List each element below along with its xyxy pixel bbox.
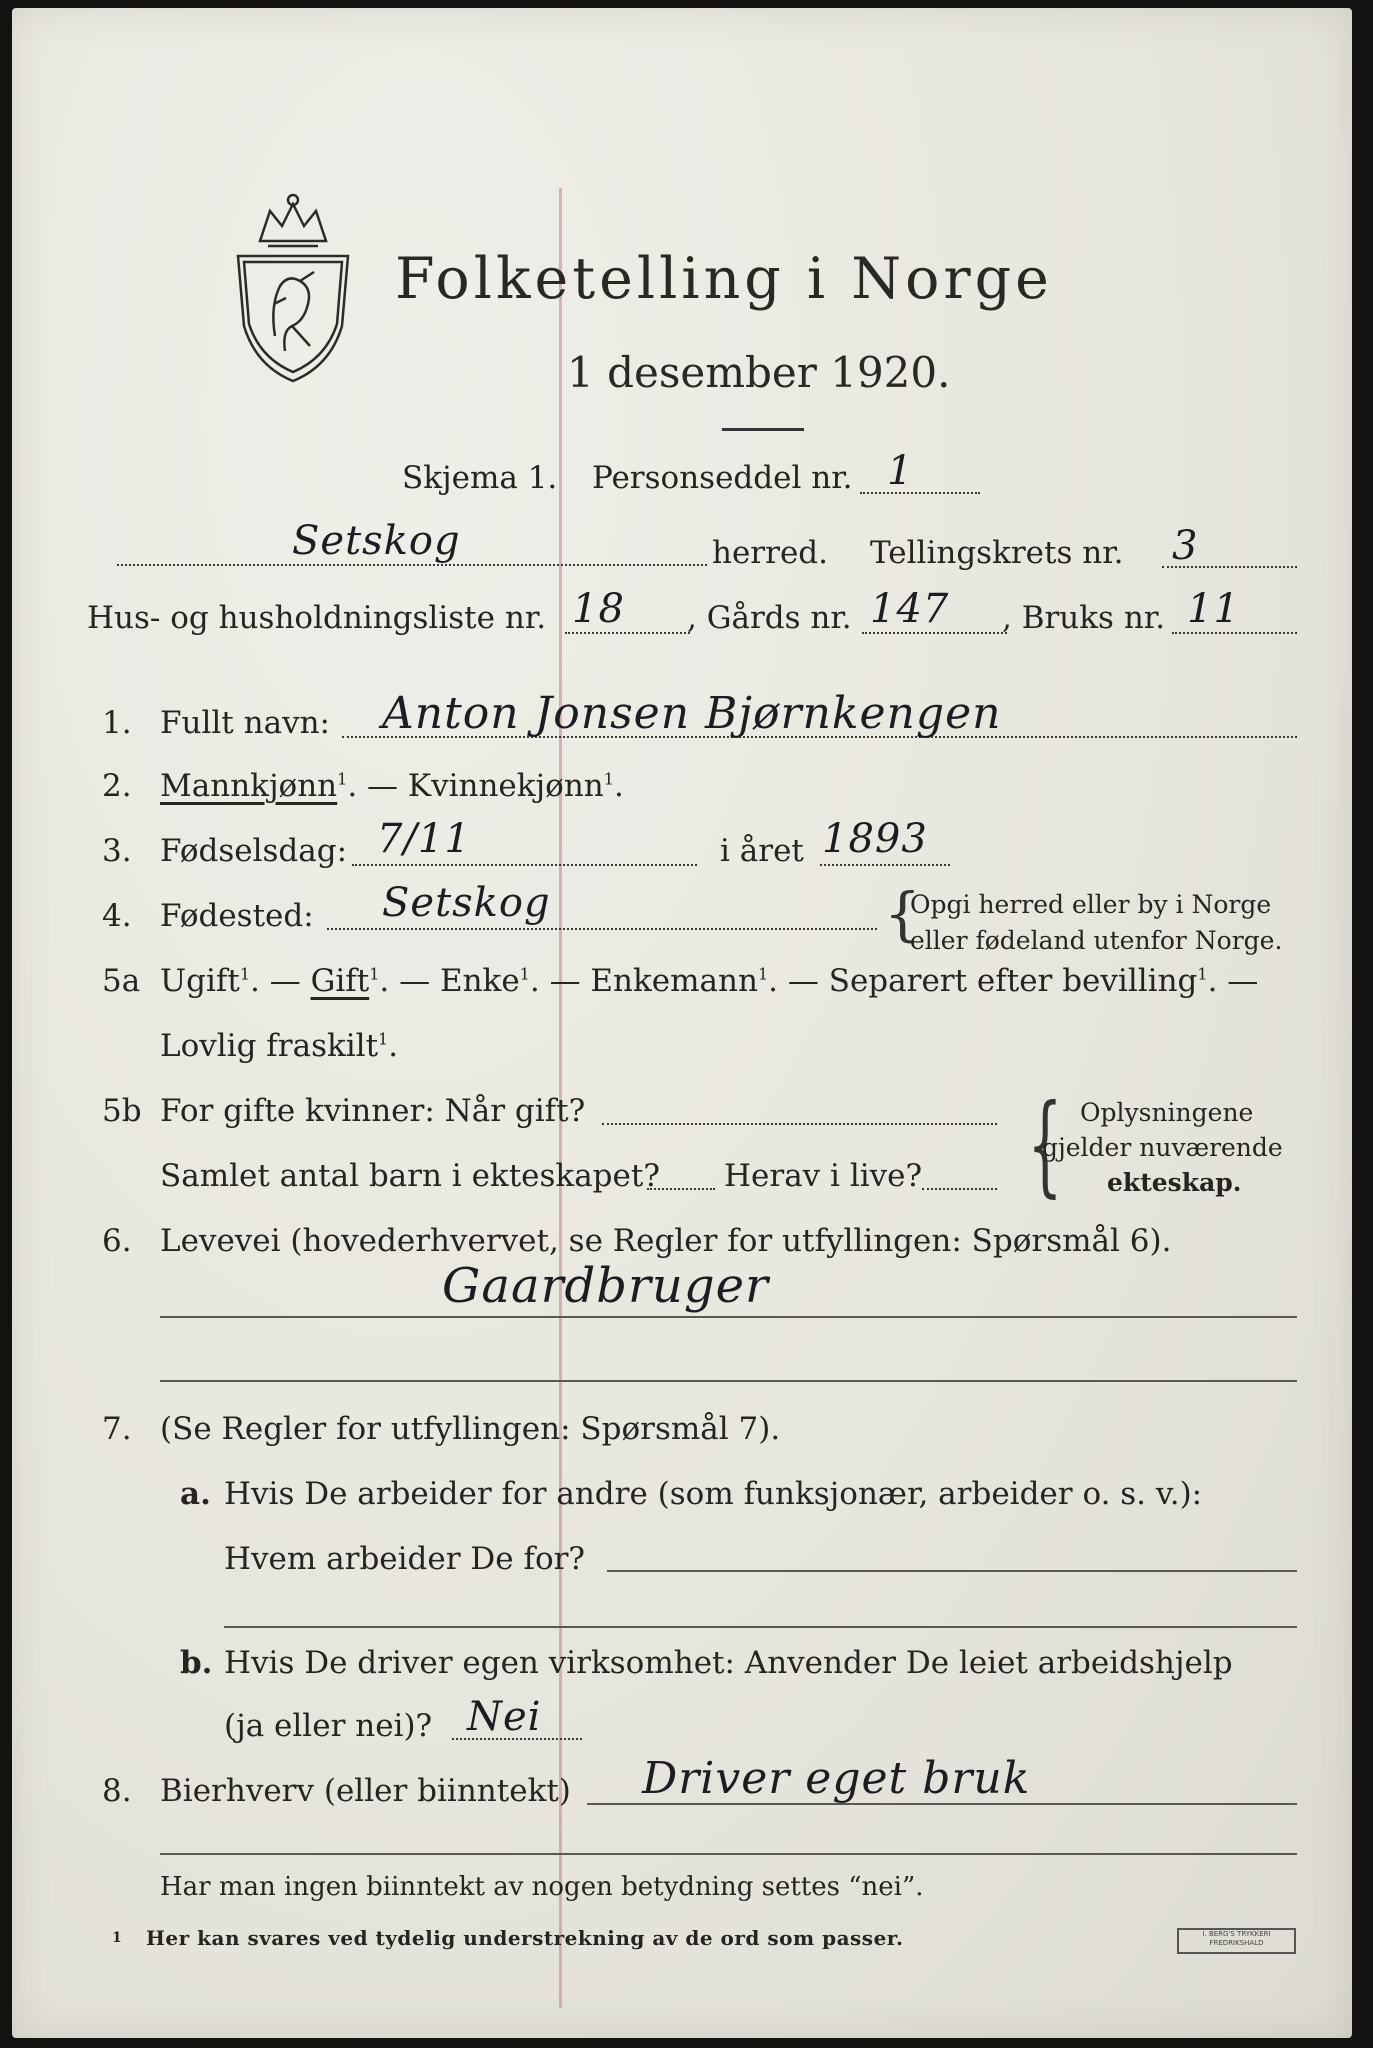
q1-number: 1. (102, 705, 132, 741)
gards-label: , Gårds nr. (687, 600, 852, 636)
q2-end: . (613, 768, 624, 804)
q4-number: 4. (102, 898, 132, 934)
printer-stamp: I. BERG'S TRYKKERI FREDRIKSHALD (1177, 1928, 1296, 1954)
q7a-field-line-2 (224, 1626, 1297, 1628)
q6-number: 6. (102, 1223, 132, 1259)
footnote-text: Her kan svares ved tydelig understrekning av de ord som passer. (146, 1926, 904, 1950)
q6-label: Levevei (hovederhvervet, se Regler for utfyllingen: Spørsmål 6). (160, 1223, 1172, 1259)
q5b-note1: Oplysningene (1080, 1098, 1254, 1127)
q7a-line1: Hvis De arbeider for andre (som funksjonær, arbeider o. s. v.): (224, 1476, 1203, 1512)
q2-mannkjonn-underlined: Mannkjønn (160, 768, 338, 804)
q4-note-brace: { (884, 880, 921, 948)
q7b-line1: Hvis De driver egen virksomhet: Anvender De leiet arbeidshjelp (224, 1645, 1233, 1681)
bruks-label: , Bruks nr. (1002, 600, 1166, 636)
q5b-line2-alive: Herav i live? (724, 1158, 923, 1194)
form-title: Folketelling i Norge (395, 246, 1053, 312)
gards-value: 147 (870, 586, 950, 632)
q8-label: Bierhverv (eller biinntekt) (160, 1773, 571, 1809)
tellingskrets-value: 3 (1172, 523, 1199, 569)
q7b-letter: b. (180, 1645, 213, 1681)
q3-number: 3. (102, 833, 132, 869)
q2-footnote-mark: 1 (337, 769, 348, 789)
q4-label: Fødested: (160, 898, 314, 934)
q3-year-field-line (820, 864, 950, 866)
personseddel-field-line (860, 492, 980, 494)
q4-note-line2: eller fødeland utenfor Norge. (910, 926, 1283, 955)
q5b-note2: gjelder nuværende (1042, 1133, 1283, 1162)
gards-field-line (862, 632, 1007, 634)
q4-field-line (327, 928, 877, 930)
q7-label: (Se Regler for utfyllingen: Spørsmål 7). (160, 1411, 781, 1447)
q5a-gift-underlined: Gift (310, 963, 370, 999)
q5a-enke: Enke (439, 963, 520, 999)
q8-number: 8. (102, 1773, 132, 1809)
q7b-value: Nei (467, 1694, 542, 1740)
q7-number: 7. (102, 1411, 132, 1447)
herred-label: herred. (712, 535, 828, 571)
q5b-note-brace: { (1027, 1080, 1063, 1208)
herred-value: Setskog (292, 518, 461, 564)
q6-field-line-2 (160, 1380, 1297, 1382)
bruks-field-line (1172, 632, 1297, 634)
footnote-number: 1 (112, 1930, 123, 1946)
q4-birthplace-value: Setskog (382, 880, 551, 926)
q5b-note3: ekteskap. (1107, 1168, 1242, 1197)
husholdningsliste-value: 18 (572, 586, 625, 632)
census-date: 1 desember 1920. (567, 348, 951, 397)
census-form-sheet (12, 8, 1352, 2038)
herred-field-line (117, 564, 707, 566)
q1-label: Fullt navn: (160, 705, 330, 741)
q3-field-line (352, 864, 697, 866)
q5a-number: 5a (102, 963, 141, 999)
q5a-line2: Lovlig fraskilt$^1$. (160, 1028, 399, 1064)
q1-full-name: Anton Jonsen Bjørnkengen (382, 688, 1002, 739)
q5b-number: 5b (102, 1093, 142, 1129)
q5a-ugift: Ugift (160, 963, 240, 999)
q2-footnote-mark-2: 1 (603, 769, 614, 789)
q3-year-value: 1893 (822, 816, 928, 862)
q2-number: 2. (102, 768, 132, 804)
q7b-line2: (ja eller nei)? (224, 1708, 433, 1744)
bruks-value: 11 (1187, 586, 1240, 632)
q5a-separert: Separert efter bevilling (828, 963, 1198, 999)
q3-birthday-value: 7/11 (377, 816, 471, 862)
q5b-alive-line (922, 1188, 997, 1190)
q5a-marital-options: Ugift$^1$. — Gift$^1$. — Enke$^1$. — Enkemann$^1$. — Separert efter bevilling$^1$. — (160, 963, 1259, 999)
q7a-field-line (607, 1570, 1297, 1572)
q5a-fraskilt: Lovlig fraskilt (160, 1028, 379, 1064)
q2-separator: . — (347, 768, 408, 804)
q2-sex-options (160, 768, 624, 804)
q5a-enkemann: Enkemann (590, 963, 758, 999)
q6-occupation-value: Gaardbruger (442, 1258, 769, 1314)
q5b-line1: For gifte kvinner: Når gift? (160, 1093, 586, 1129)
q6-field-line-1 (160, 1316, 1297, 1318)
q5b-line2-children: Samlet antal barn i ekteskapet? (160, 1158, 660, 1194)
q8-field-line-2 (160, 1853, 1297, 1855)
skjema-label: Skjema 1. (402, 460, 558, 496)
biinntekt-note: Har man ingen biinntekt av nogen betydning settes “nei”. (160, 1872, 924, 1902)
husholdningsliste-field-line (565, 632, 690, 634)
q3-year-label: i året (720, 833, 804, 869)
personseddel-label: Personseddel nr. (592, 460, 853, 496)
q7a-line2: Hvem arbeider De for? (224, 1541, 586, 1577)
q2-kvinnekjonn: Kvinnekjønn (407, 768, 604, 804)
title-rule (722, 428, 804, 431)
q5b-married-date-line (602, 1123, 997, 1125)
husholdningsliste-label: Hus- og husholdningsliste nr. (87, 600, 547, 636)
norway-coat-of-arms-icon (230, 186, 356, 386)
personseddel-value: 1 (887, 448, 914, 494)
q5b-children-line (647, 1188, 715, 1190)
q4-note-line1: Opgi herred eller by i Norge (910, 890, 1272, 919)
tellingskrets-label: Tellingskrets nr. (870, 535, 1124, 571)
q7a-letter: a. (180, 1476, 211, 1512)
q3-label: Fødselsdag: (160, 833, 348, 869)
q8-value: Driver eget bruk (642, 1753, 1031, 1804)
